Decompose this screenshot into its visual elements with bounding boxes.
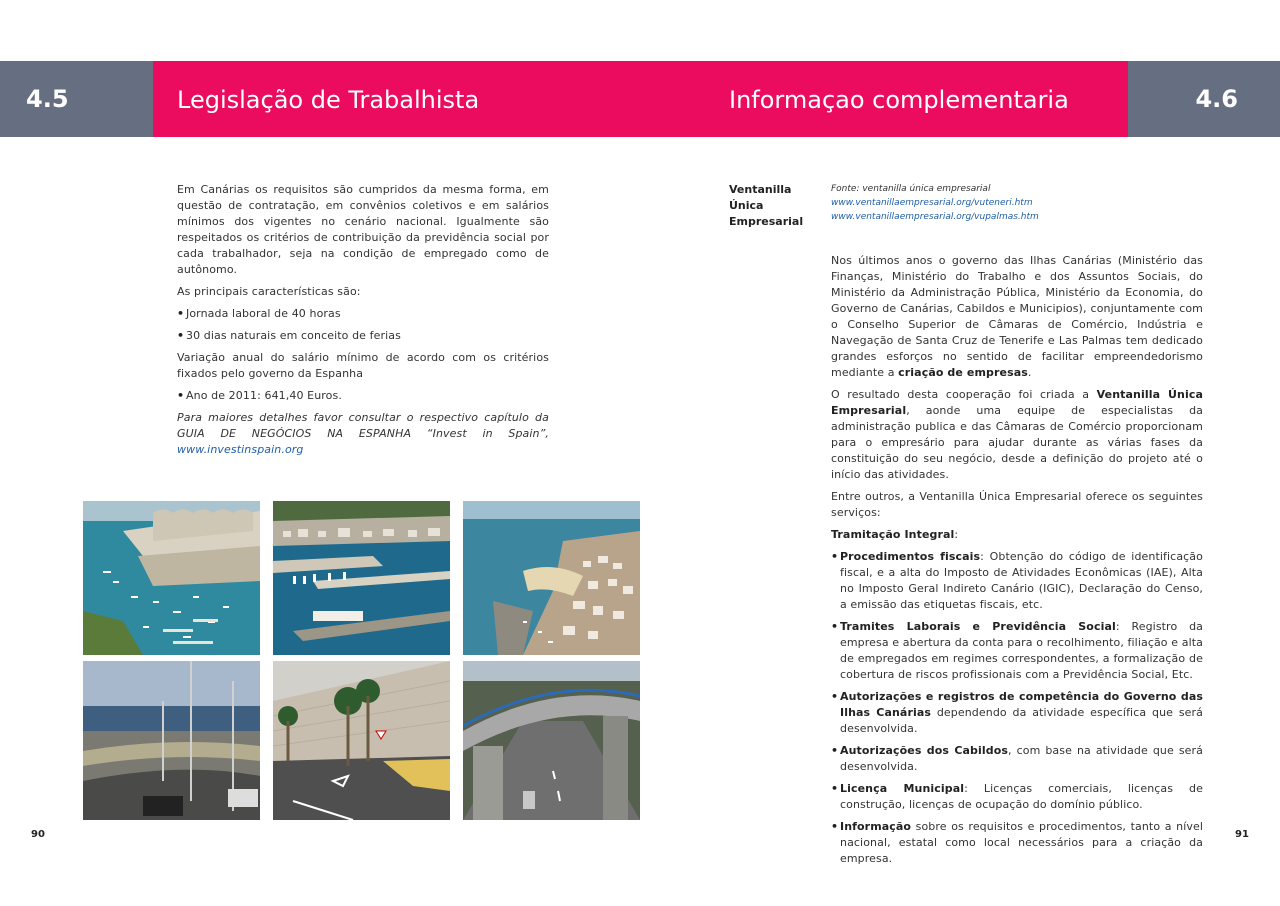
bullet-item: • Jornada laboral de 40 horas [177, 306, 549, 322]
service-item-title: Procedimentos fiscais [840, 550, 981, 563]
right-paragraph-3: Entre outros, a Ventanilla Única Empresarial oferece os seguintes serviços: [831, 490, 1203, 519]
section-title-right: Informaçao complementaria [729, 86, 1069, 114]
bullet-item: • 30 dias naturais em conceito de ferias [177, 328, 549, 344]
left-column [177, 182, 549, 464]
right-column [831, 253, 1203, 873]
page-number-left: 90 [31, 829, 45, 840]
bullet-item: • Ano de 2011: 641,40 Euros. [177, 388, 549, 404]
highway-photo [83, 661, 260, 820]
tramitacao-end: : [954, 528, 959, 541]
photo-grid [83, 501, 640, 820]
source-block [831, 182, 1191, 224]
source-link-1[interactable]: www.ventanillaempresarial.org/vuteneri.htm [831, 198, 1033, 208]
right-paragraph-1-bold: criação de empresas [898, 366, 1028, 379]
service-item-text: sobre os requisitos e procedimentos, tanto a nível nacional, estatal como local necessários para a criação da empresa. [840, 820, 1203, 865]
right-paragraph-2-text-b: , aonde uma equipe de especialistas da administração publica e das Câmaras de Comércio proporcionam para o empresário para ajudar durante as várias fases da constituição do seu negócio, desde a definição do projeto até o início das atividades. [831, 404, 1203, 481]
right-paragraph-1-end: . [1027, 366, 1032, 379]
service-item [831, 781, 1203, 813]
sidebar-line: Empresarial [729, 215, 804, 228]
section-title-left: Legislação de Trabalhista [177, 86, 480, 114]
service-item-text: , com base na atividade que será desenvolvida. [840, 744, 1203, 773]
service-item [831, 619, 1203, 683]
source-link-2[interactable]: www.ventanillaempresarial.org/vupalmas.htm [831, 212, 1039, 222]
service-item-title: Licença Municipal [840, 782, 965, 795]
tramitacao-bold: Tramitação Integral [831, 528, 955, 541]
source-label: Fonte: ventanilla única empresarial [831, 184, 991, 194]
sidebar-line: Ventanilla [729, 183, 792, 196]
left-paragraph-3: Variação anual do salário mínimo de acordo com os critérios fixados pelo governo da Espanha [177, 351, 549, 380]
service-item [831, 549, 1203, 613]
viaduct-photo [463, 661, 640, 820]
header-title-bar [153, 61, 1128, 137]
palm-road-photo [273, 661, 450, 820]
left-paragraph-2: As principais características são: [177, 285, 361, 298]
service-item-text: : Obtenção do código de identificação fiscal, e a alta do Imposto de Atividades Econômicas (IAE), Alta no Imposto Geral Indireto Canário (IGIC), Declaração do Censo, a emissão das etiquetas fiscais, etc. [840, 550, 1203, 611]
service-item-title: Informação [840, 820, 912, 833]
service-item-title: Tramites Laborais e Previdência Social [840, 620, 1116, 633]
right-paragraph-2 [831, 387, 1203, 483]
section-number-left: 4.5 [0, 61, 153, 137]
service-item [831, 689, 1203, 737]
marina-photo [273, 501, 450, 655]
right-paragraph-1 [831, 253, 1203, 381]
guide-reference-text: Para maiores detalhes favor consultar o respectivo capítulo da GUIA DE NEGÓCIOS NA ESPANHA “Invest in Spain”, [177, 411, 549, 440]
service-item-text: : Licenças comerciais, licenças de construção, licenças de ocupação do domínio público. [840, 782, 1203, 811]
service-item-text: : Registro da empresa e abertura da conta para o recolhimento, filiação e alta de empregados em regimes correspondentes, a formalização de cobertura de riscos profissionais com a Previdência Social, Etc. [840, 620, 1204, 681]
tramitacao-heading [831, 527, 1203, 543]
port-photo-1 [83, 501, 260, 655]
investinspain-link[interactable]: www.investinspain.org [177, 443, 304, 456]
service-item [831, 743, 1203, 775]
service-item-title: Autorizações e registros de competência do Governo das Ilhas Canárias [840, 690, 1203, 719]
right-paragraph-2-bold: Ventanilla Única Empresarial [831, 388, 1203, 417]
left-paragraph-1: Em Canárias os requisitos são cumpridos da mesma forma, em questão de contratação, em convênios coletivos e em salários mínimos dos vigentes no cenário nacional. Igualmente são respeitados os critérios de contribuição da previdência social por cada trabalhador, seja na condição de empregado como de autônomo. [177, 183, 549, 276]
right-paragraph-1-text: Nos últimos anos o governo das Ilhas Canárias (Ministério das Finanças, Ministério do Trabalho e dos Assuntos Sociais, do Ministério da Administração Pública, Ministério da Economia, do Governo de Canárias, Cabildos e Municipios), conjuntamente com o Conselho Superior de Câmaras de Comércio, Indústria e Navegação de Santa Cruz de Tenerife e Las Palmas tem dedicado grandes esforços no sentido de facilitar empreendedorismo mediante a [831, 254, 1203, 379]
right-paragraph-2-text-a: O resultado desta cooperação foi criada a [831, 388, 1097, 401]
service-item-text: dependendo da atividade específica que será desenvolvida. [840, 706, 1204, 735]
service-item-title: Autorizações dos Cabildos [840, 744, 1009, 757]
sidebar-label [729, 182, 819, 230]
page-number-right: 91 [1235, 829, 1249, 840]
section-number-right: 4.6 [1128, 61, 1280, 137]
coastal-town-photo [463, 501, 640, 655]
left-paragraph-4 [177, 410, 549, 458]
sidebar-line: Única [729, 199, 764, 212]
service-item [831, 819, 1203, 867]
